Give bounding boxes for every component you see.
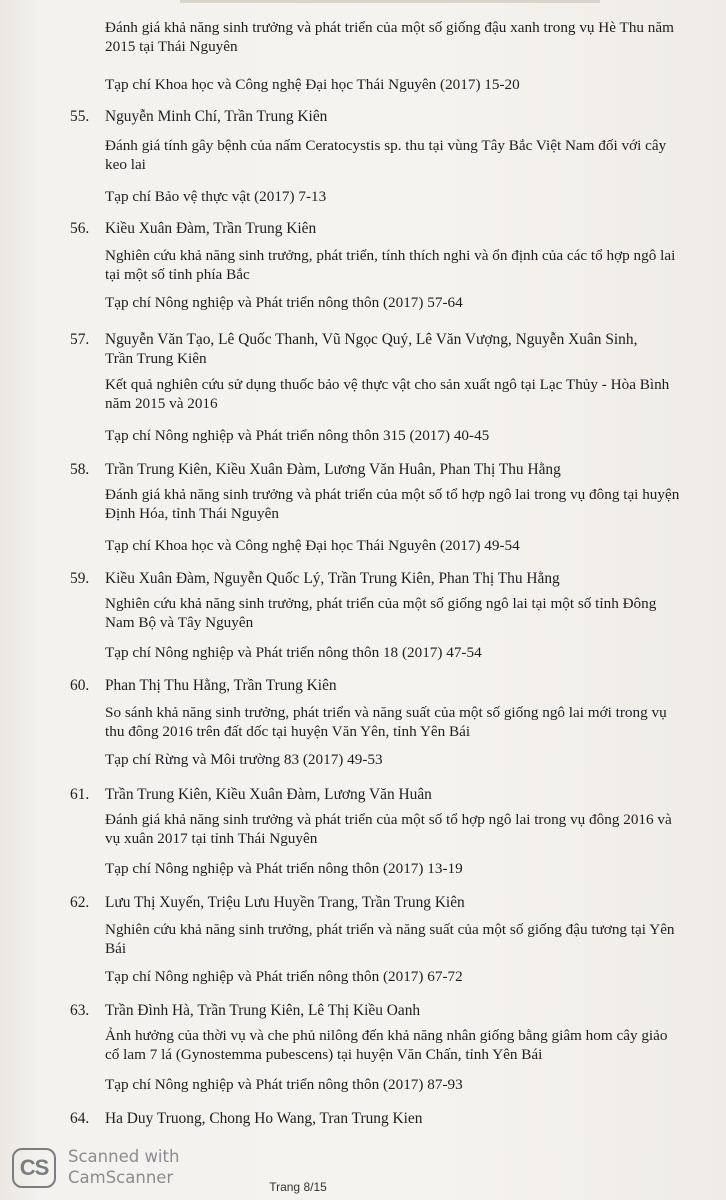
entry-authors: Trần Trung Kiên, Kiều Xuân Đàm, Lương Văn Huân, Phan Thị Thu Hằng <box>105 461 561 478</box>
entry-title: Nghiên cứu khả năng sinh trưởng, phát triển của một số giống ngô lai tại một số tỉnh Đông Nam Bộ và Tây Nguyên <box>105 595 657 631</box>
entry-authors: Kiều Xuân Đàm, Nguyễn Quốc Lý, Trần Trung Kiên, Phan Thị Thu Hằng <box>105 570 560 587</box>
entry-title: Đánh giá khả năng sinh trưởng và phát triển của một số tổ hợp ngô lai trong vụ đông tại huyện Định Hóa, tỉnh Thái Nguyên <box>105 486 680 522</box>
top-rule <box>180 0 600 3</box>
entry-header <box>70 108 327 126</box>
entry-authors: Phan Thị Thu Hằng, Trần Trung Kiên <box>105 677 337 694</box>
entry-authors: Trần Đình Hà, Trần Trung Kiên, Lê Thị Kiều Oanh <box>105 1002 421 1019</box>
entry-number: 63. <box>70 1002 90 1019</box>
entry-journal: Tạp chí Nông nghiệp và Phát triển nông thôn (2017) 13-19 <box>105 860 463 877</box>
entry-title: Đánh giá khả năng sinh trưởng và phát triển của một số tổ hợp ngô lai trong vụ đông 2016 và vụ xuân 2017 tại tỉnh Thái Nguyên <box>105 811 672 847</box>
entry-header <box>70 461 561 479</box>
entry-title: Đánh giá tính gây bệnh của nấm Ceratocystis sp. thu tại vùng Tây Bắc Việt Nam đối với cây keo lai <box>105 137 667 173</box>
entry-authors: Nguyễn Văn Tạo, Lê Quốc Thanh, Vũ Ngọc Quý, Lê Văn Vượng, Nguyễn Xuân Sinh, <box>105 331 638 348</box>
entry-authors: Kiều Xuân Đàm, Trần Trung Kiên <box>105 220 317 237</box>
entry-number: 58. <box>70 461 90 478</box>
entry-authors: Lưu Thị Xuyến, Triệu Lưu Huyền Trang, Trần Trung Kiên <box>105 894 465 911</box>
watermark-line-1: Scanned with <box>68 1147 180 1166</box>
entry-authors: Ha Duy Truong, Chong Ho Wang, Tran Trung Kien <box>105 1110 423 1127</box>
page-number: Trang 8/15 <box>269 1180 327 1194</box>
entry-header <box>70 220 316 238</box>
entry-journal: Tạp chí Bảo vệ thực vật (2017) 7-13 <box>105 188 327 205</box>
page-footer <box>0 1180 726 1194</box>
entry-title: Nghiên cứu khả năng sinh trưởng, phát triển, tính thích nghi và ổn định của các tổ hợp ngô lai tại một số tỉnh phía Bắc <box>105 247 676 283</box>
entry-title: Đánh giá khả năng sinh trưởng và phát triển của một số giống đậu xanh trong vụ Hè Thu năm 2015 tại Thái Nguyên <box>105 19 674 55</box>
entry-header <box>70 1110 422 1128</box>
entry-title: Ảnh hưởng của thời vụ và che phủ nilông đến khả năng nhân giống bằng giâm hom cây giảo cổ lam 7 lá (Gynostemma pubescens) tại huyện Văn Chấn, tỉnh Yên Bái <box>105 1027 668 1063</box>
watermark-line-2: CamScanner <box>68 1168 174 1187</box>
entry-journal: Tạp chí Nông nghiệp và Phát triển nông thôn 315 (2017) 40-45 <box>105 427 490 444</box>
entry-journal: Tạp chí Nông nghiệp và Phát triển nông thôn 18 (2017) 47-54 <box>105 644 482 661</box>
entry-number: 61. <box>70 786 90 803</box>
entry-header <box>70 677 337 695</box>
entry-number: 60. <box>70 677 90 694</box>
entry-journal: Tạp chí Khoa học và Công nghệ Đại học Thái Nguyên (2017) 49-54 <box>105 537 520 554</box>
entry-title: Kết quả nghiên cứu sử dụng thuốc bảo vệ thực vật cho sản xuất ngô tại Lạc Thủy - Hòa Bình năm 2015 và 2016 <box>105 376 670 412</box>
entry-number: 55. <box>70 108 90 125</box>
entry-title: So sánh khả năng sinh trưởng, phát triển và năng suất của một số giống ngô lai mới trong vụ thu đông 2016 trên đất dốc tại huyện Văn Yên, tỉnh Yên Bái <box>105 704 667 740</box>
entry-number: 56. <box>70 220 90 237</box>
entry-header <box>70 1002 420 1020</box>
entry-journal: Tạp chí Rừng và Môi trường 83 (2017) 49-53 <box>105 751 383 768</box>
entry-header <box>70 894 465 912</box>
entry-authors-continued: Trần Trung Kiên <box>105 350 207 367</box>
entry-journal: Tạp chí Nông nghiệp và Phát triển nông thôn (2017) 87-93 <box>105 1076 463 1093</box>
entry-journal: Tạp chí Khoa học và Công nghệ Đại học Thái Nguyên (2017) 15-20 <box>105 76 520 93</box>
entry-authors: Trần Trung Kiên, Kiều Xuân Đàm, Lương Văn Huân <box>105 786 432 803</box>
entry-header <box>70 570 560 588</box>
entry-number: 59. <box>70 570 90 587</box>
entry-number: 57. <box>70 331 90 348</box>
continued-entry <box>105 18 685 94</box>
entry-header <box>70 786 432 804</box>
entry-journal: Tạp chí Nông nghiệp và Phát triển nông thôn (2017) 57-64 <box>105 294 463 311</box>
camscanner-logo-icon: CS <box>12 1148 56 1188</box>
entry-journal: Tạp chí Nông nghiệp và Phát triển nông thôn (2017) 67-72 <box>105 968 463 985</box>
entry-header <box>70 331 637 349</box>
entry-title: Nghiên cứu khả năng sinh trưởng, phát triển và năng suất của một số giống đậu tương tại Yên Bái <box>105 921 675 957</box>
entry-authors: Nguyễn Minh Chí, Trần Trung Kiên <box>105 108 328 125</box>
entry-number: 64. <box>70 1110 90 1127</box>
entry-number: 62. <box>70 894 90 911</box>
